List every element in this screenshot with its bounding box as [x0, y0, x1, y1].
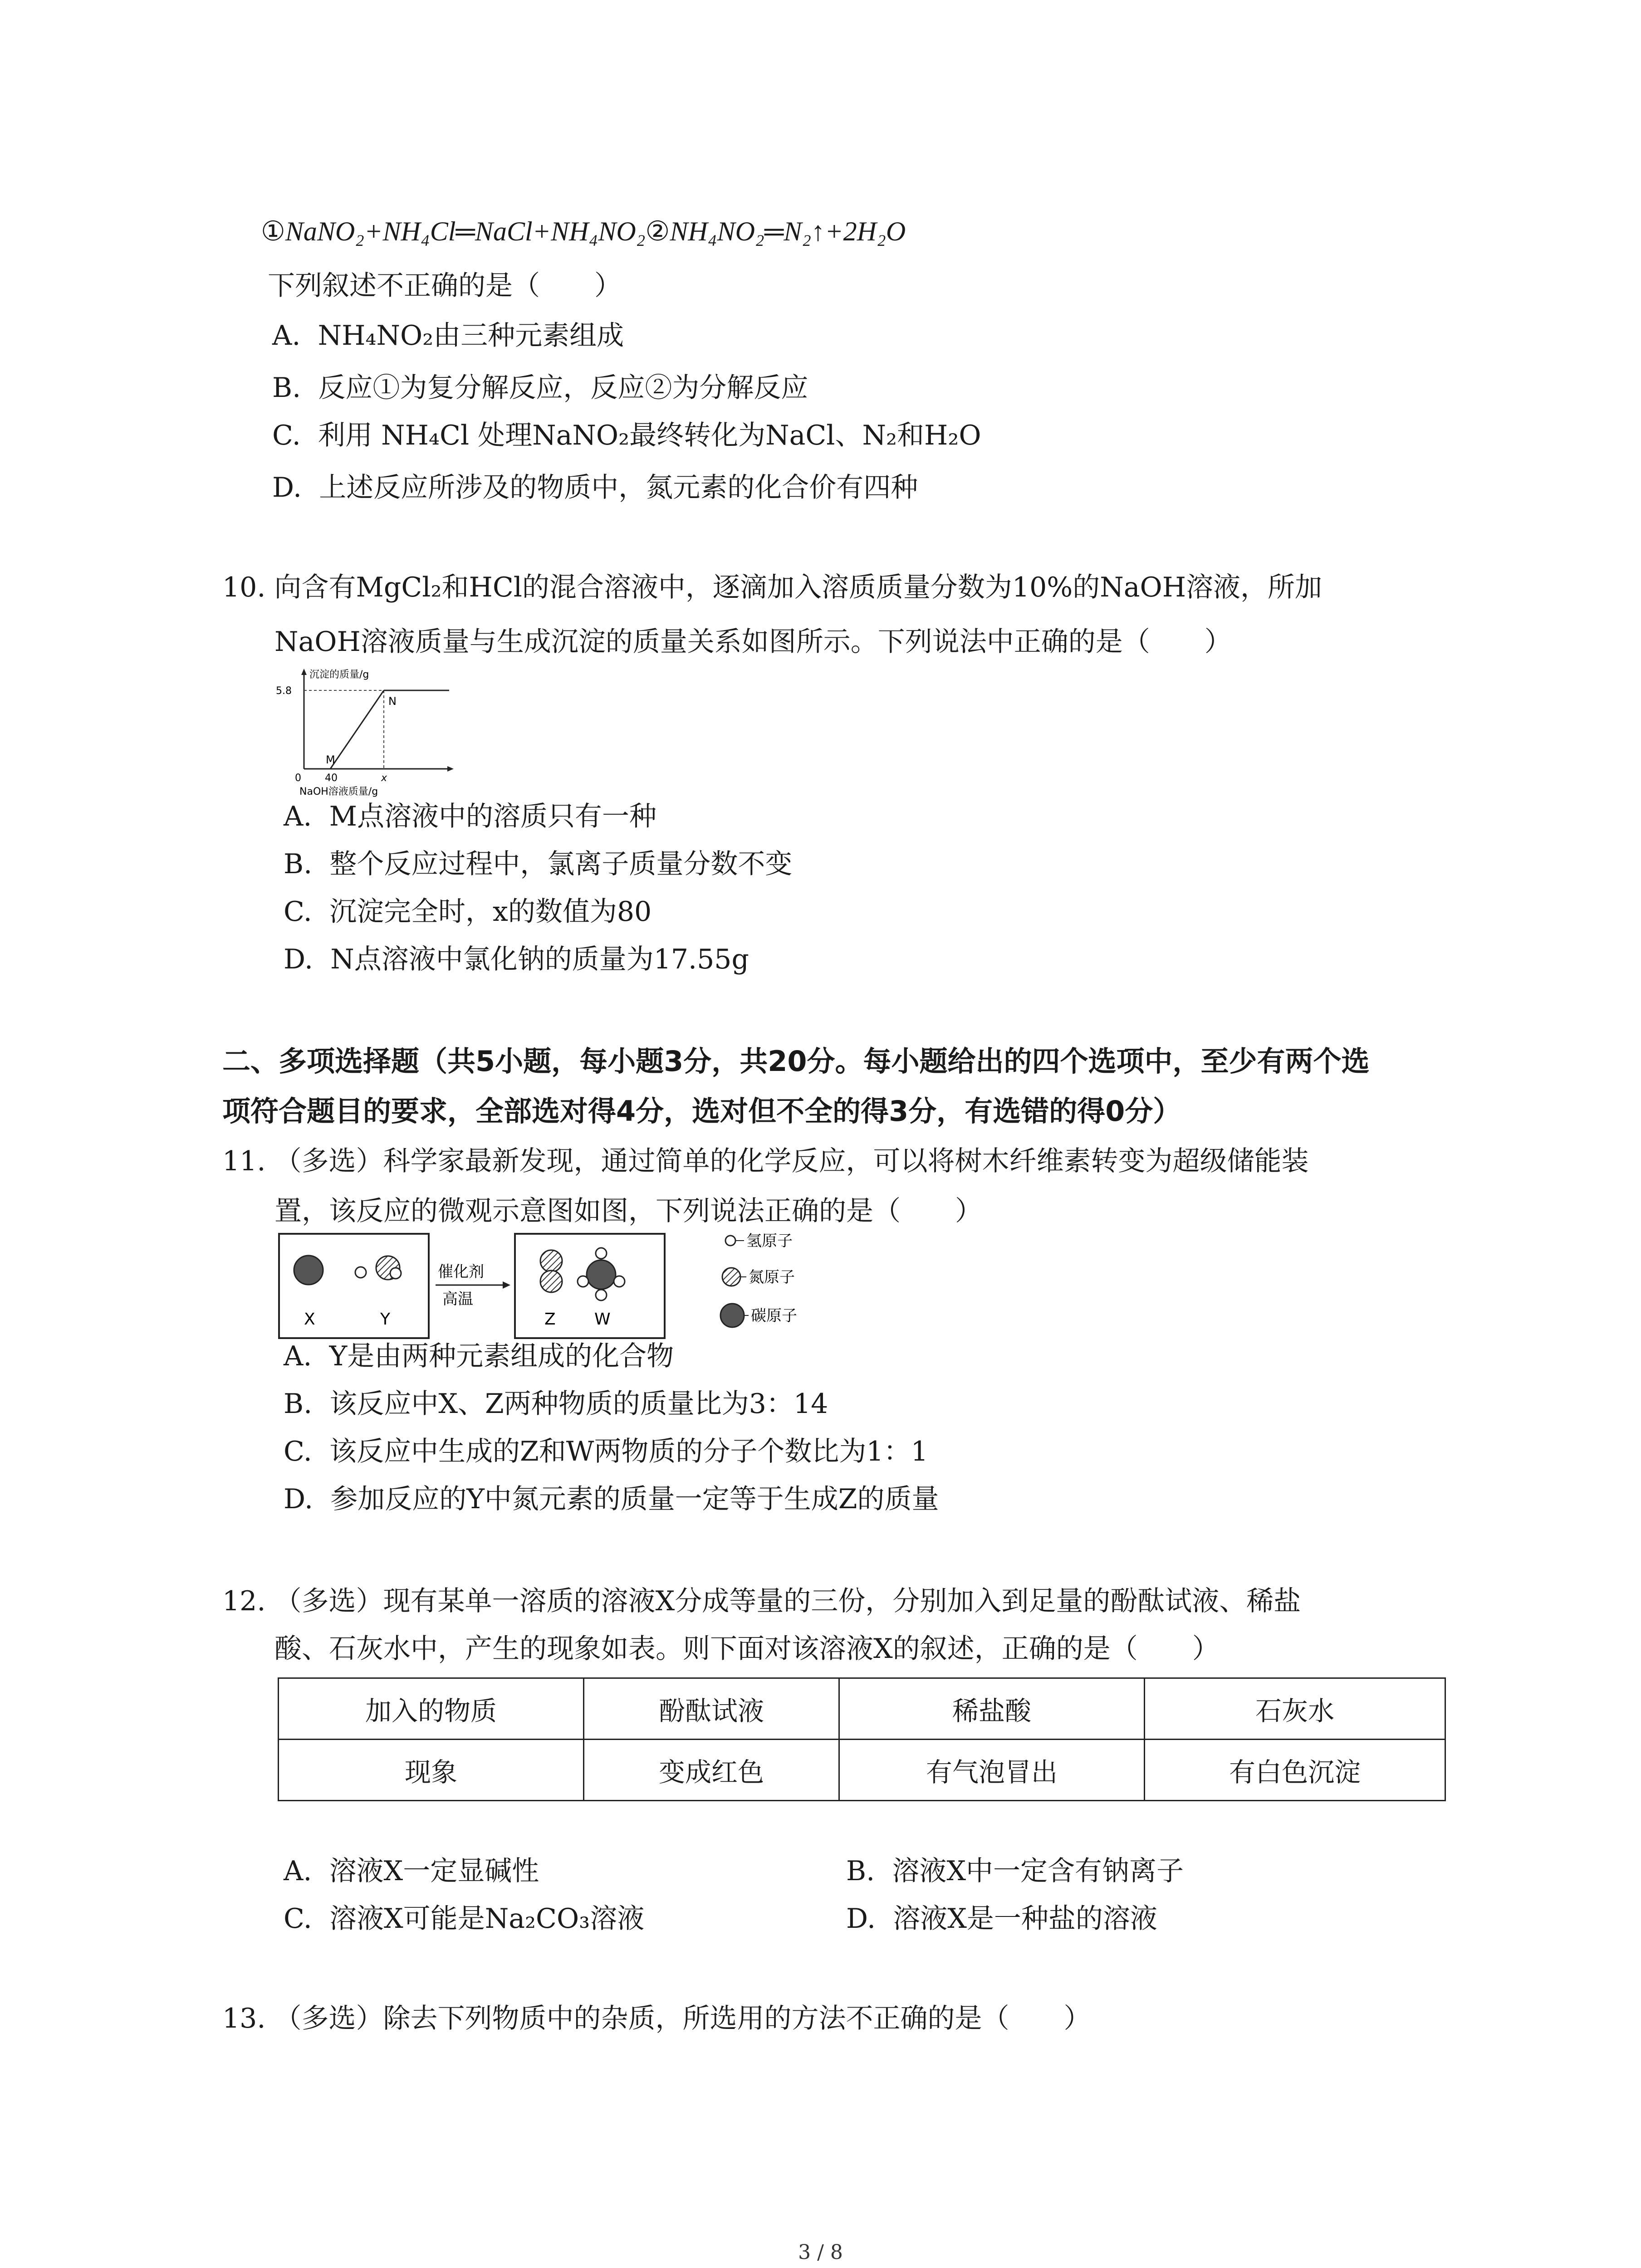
q9-stem: 下列叙述不正确的是（ ） — [268, 270, 622, 302]
condition-catalyst: 催化剂 — [438, 1263, 484, 1281]
w-hydrogen-top — [596, 1248, 607, 1259]
point-label-m: M — [326, 753, 335, 766]
table-cell: 现象 — [279, 1740, 584, 1801]
q10-option-c: C. 沉淀完全时，x的数值为80 — [284, 896, 652, 928]
table-header-cell: 酚酞试液 — [584, 1678, 839, 1740]
y-axis-arrow — [301, 669, 307, 675]
x-axis-arrow — [447, 766, 454, 772]
q11-stem-line2: 置，该反应的微观示意图如图，下列说法正确的是（ ） — [274, 1195, 982, 1227]
w-hydrogen-right — [614, 1276, 625, 1287]
q12-option-d: D. 溶液X是一种盐的溶液 — [846, 1903, 1157, 1935]
legend-nitrogen: 氮原子 — [749, 1268, 795, 1286]
q9-option-c: C. 利用 NH₄Cl 处理NaNO₂最终转化为NaCl、N₂和H₂O — [272, 420, 981, 451]
q11-stem-line1: 11. （多选）科学家最新发现，通过简单的化学反应，可以将树木纤维素转变为超级储能装 — [222, 1145, 1309, 1177]
q13-number: 13. — [222, 2003, 266, 2034]
x-tick-x: x — [381, 772, 387, 784]
condition-high-temp: 高温 — [442, 1290, 473, 1308]
q9-option-d: D. 上述反应所涉及的物质中，氮元素的化合价有四种 — [272, 472, 918, 503]
table-header-cell: 稀盐酸 — [839, 1678, 1145, 1740]
page-number: 3 / 8 — [798, 2241, 843, 2264]
q9-eq1-marker: ① — [261, 215, 285, 247]
x-axis-label: NaOH溶液质量/g — [299, 786, 378, 797]
table-header-cell: 石灰水 — [1145, 1678, 1445, 1740]
table-cell: 有气泡冒出 — [839, 1740, 1145, 1801]
table-row — [279, 1740, 1445, 1801]
label-z: Z — [544, 1310, 556, 1329]
q12-option-a: A. 溶液X一定显碱性 — [284, 1855, 539, 1887]
label-w: W — [594, 1310, 611, 1329]
legend-carbon: 碳原子 — [751, 1307, 797, 1325]
reaction-arrowhead — [503, 1281, 510, 1289]
label-x: X — [304, 1310, 315, 1329]
q11-number: 11. — [222, 1145, 266, 1177]
x-tick-0: 0 — [295, 772, 301, 784]
table-cell: 变成红色 — [584, 1740, 839, 1801]
q12-number: 12. — [222, 1585, 266, 1617]
reactant-box — [279, 1234, 429, 1338]
q10-option-d: D. N点溶液中氯化钠的质量为17.55g — [284, 943, 749, 975]
section2-heading-line2: 项符合题目的要求，全部选对得4分，选对但不全的得3分，有选错的得0分） — [222, 1095, 1181, 1128]
q11-option-b: B. 该反应中X、Z两种物质的质量比为3：14 — [284, 1388, 828, 1420]
z-nitrogen-atom-2 — [540, 1271, 562, 1292]
q9-eq1: NaNO₂+NH₄Cl═NaCl+NH₄NO₂ — [285, 216, 646, 246]
q12-stem-line2: 酸、石灰水中，产生的现象如表。则下面对该溶液X的叙述，正确的是（ ） — [274, 1633, 1220, 1665]
table-cell: 有白色沉淀 — [1145, 1740, 1445, 1801]
q11-option-d: D. 参加反应的Y中氮元素的质量一定等于生成Z的质量 — [284, 1483, 939, 1515]
q12-option-c: C. 溶液X可能是Na₂CO₃溶液 — [284, 1903, 645, 1935]
point-label-n: N — [388, 695, 397, 708]
x-carbon-atom — [294, 1256, 323, 1285]
q11-option-a: A. Y是由两种元素组成的化合物 — [284, 1340, 674, 1372]
table-header-cell: 加入的物质 — [279, 1678, 584, 1740]
q10-stem-line2: NaOH溶液质量与生成沉淀的质量关系如图所示。下列说法中正确的是（ ） — [274, 626, 1232, 658]
label-y: Y — [380, 1310, 390, 1329]
legend-carbon-icon — [720, 1304, 744, 1327]
x-tick-40: 40 — [325, 772, 338, 784]
series-line — [304, 690, 384, 769]
q13-stem: 13. （多选）除去下列物质中的杂质，所选用的方法不正确的是（ ） — [222, 2003, 1091, 2034]
legend-hydrogen-icon — [725, 1236, 735, 1246]
table-row — [279, 1678, 1445, 1740]
y-hydrogen-atom-2 — [390, 1268, 401, 1279]
legend-nitrogen-icon — [722, 1268, 740, 1286]
q10-chart — [268, 667, 458, 798]
q9-equations — [261, 213, 906, 249]
w-hydrogen-bottom — [596, 1290, 607, 1300]
q11-reaction-diagram — [277, 1232, 889, 1349]
product-box — [515, 1234, 665, 1338]
y-hydrogen-atom — [355, 1267, 366, 1278]
z-nitrogen-atom-1 — [540, 1250, 562, 1272]
q11-option-c: C. 该反应中生成的Z和W两物质的分子个数比为1：1 — [284, 1436, 928, 1467]
q9-option-b: B. 反应①为复分解反应，反应②为分解反应 — [272, 372, 808, 404]
w-hydrogen-left — [578, 1276, 588, 1287]
q9-eq2-marker: ② — [645, 215, 670, 247]
y-tick-5.8: 5.8 — [276, 685, 292, 697]
section2-heading-line1: 二、多项选择题（共5小题，每小题3分，共20分。每小题给出的四个选项中，至少有两个选 — [222, 1045, 1370, 1078]
w-carbon-atom — [587, 1260, 616, 1289]
q12-stem-line1: 12. （多选）现有某单一溶质的溶液X分成等量的三份，分别加入到足量的酚酞试液、稀盐 — [222, 1585, 1301, 1617]
q9-eq2: NH₄NO₂═N₂↑+2H₂O — [670, 216, 906, 246]
legend-hydrogen: 氢原子 — [746, 1232, 793, 1250]
q10-stem-line1: 10. 向含有MgCl₂和HCl的混合溶液中，逐滴加入溶质质量分数为10%的NaOH溶液，所加 — [222, 572, 1323, 603]
q10-option-b: B. 整个反应过程中，氯离子质量分数不变 — [284, 848, 793, 880]
y-axis-label: 沉淀的质量/g — [309, 669, 369, 680]
q9-option-a: A. NH₄NO₂由三种元素组成 — [272, 320, 624, 352]
q12-option-b: B. 溶液X中一定含有钠离子 — [846, 1855, 1184, 1887]
q12-table — [278, 1677, 1446, 1801]
q10-option-a: A. M点溶液中的溶质只有一种 — [284, 801, 656, 832]
q10-number: 10. — [222, 572, 266, 603]
